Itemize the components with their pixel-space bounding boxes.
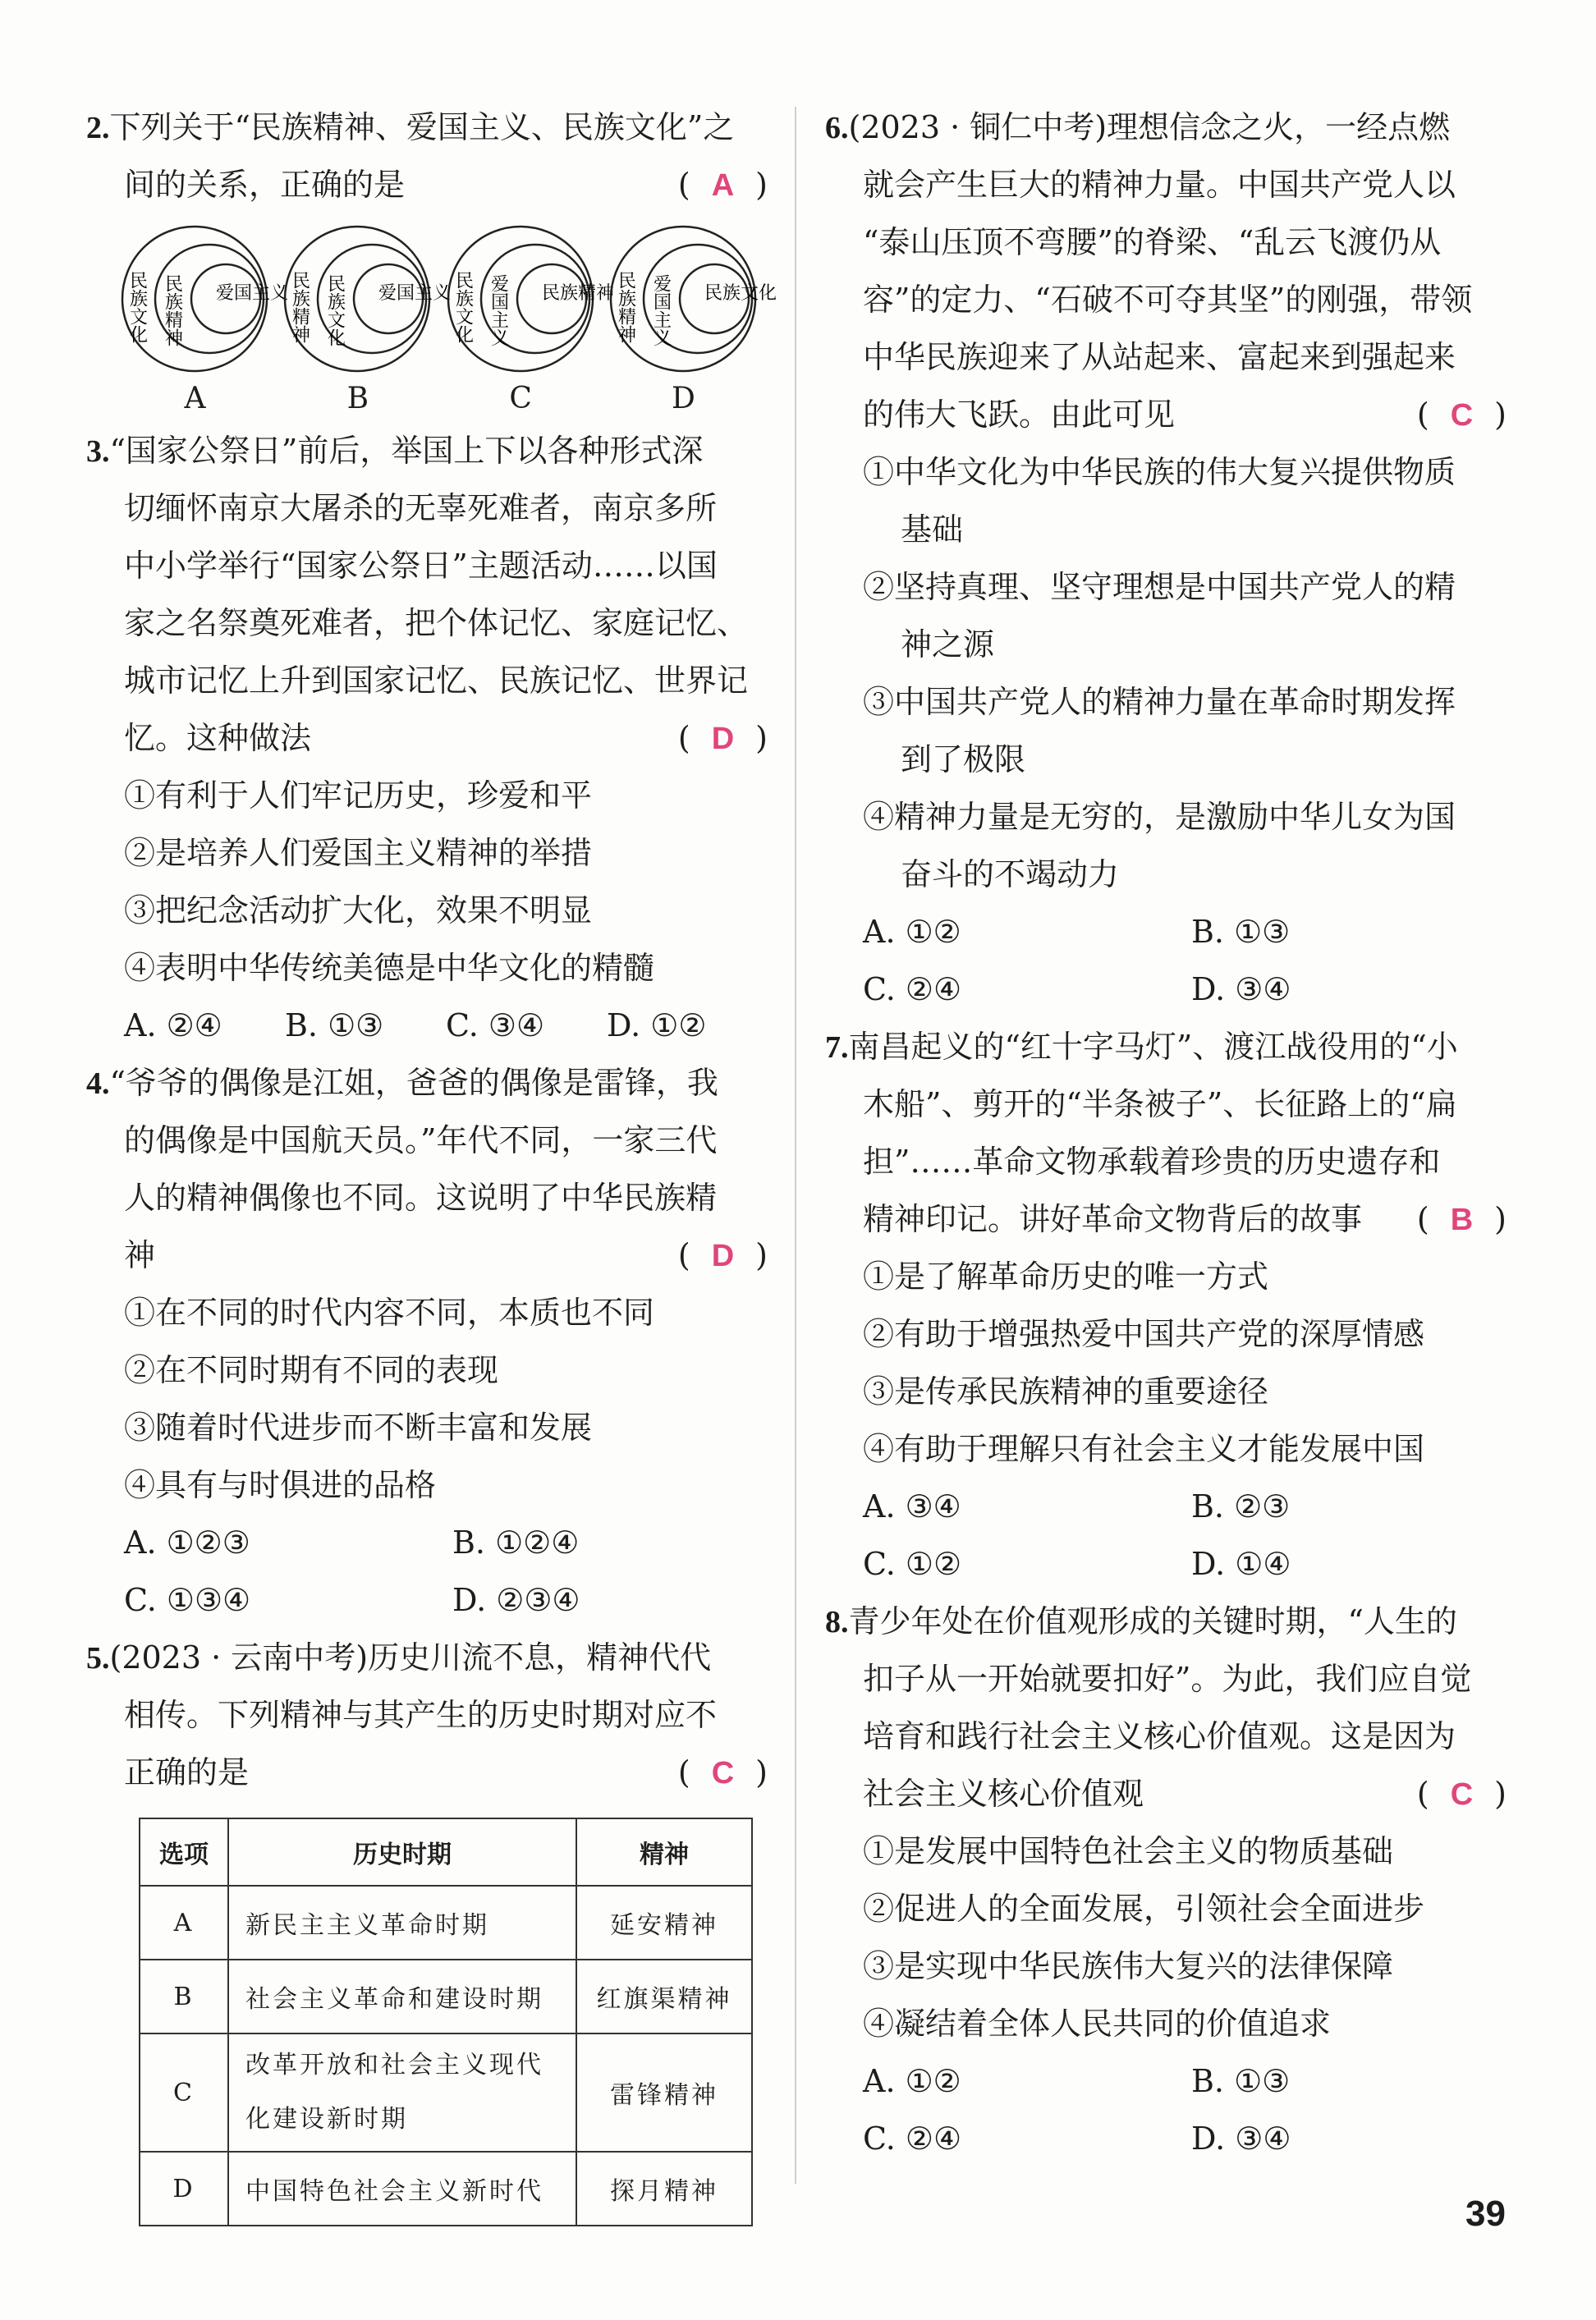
q8-choice-d: D. ③④ — [1191, 2121, 1291, 2157]
nested-circles-a — [119, 223, 289, 375]
q5-stem-line: 相传。下列精神与其产生的历史时期对应不 — [124, 1697, 718, 1733]
q6-stem-line: “泰山压顶不弯腰”的脊梁、“乱云飞渡仍从 — [863, 224, 1442, 260]
row-option: B — [140, 1960, 228, 2033]
q3-choice-d: D. ①② — [607, 1007, 707, 1043]
q4-option: ④具有与时俱进的品格 — [124, 1467, 437, 1503]
q7-answer: ( B ) — [1416, 1201, 1507, 1237]
q8-choice-c: C. ②④ — [863, 2121, 962, 2157]
q2-a-inner: 爱国主义 — [216, 283, 289, 304]
column-divider — [795, 107, 796, 2184]
q7-choice-b: B. ②③ — [1191, 1488, 1291, 1525]
row-option: D — [140, 2152, 228, 2226]
row-period: 中国特色社会主义新时代 — [228, 2152, 576, 2226]
q5-stem-line: 正确的是 ( C ) — [86, 1744, 768, 1801]
q4-choice-c: C. ①③④ — [124, 1582, 251, 1618]
q6-option: ①中华文化为中华民族的伟大复兴提供物质 — [863, 454, 1456, 490]
q4-stem-line: 的偶像是中国航天员。”年代不同，一家三代 — [124, 1122, 718, 1158]
q8-option: ③是实现中华民族伟大复兴的法律保障 — [863, 1948, 1394, 1984]
row-period: 社会主义革命和建设时期 — [228, 1960, 576, 2033]
question-7 — [825, 1018, 1507, 1593]
table-row — [140, 1960, 752, 2033]
row-option: C — [140, 2033, 228, 2152]
q2-c-outer: 民族文化 — [452, 271, 474, 343]
q5-stem-line: 5.(2023 · 云南中考)历史川流不息，精神代代 — [86, 1639, 712, 1676]
question-3 — [86, 422, 768, 1054]
row-spirit: 延安精神 — [576, 1886, 752, 1960]
q8-stem-line: 培育和践行社会主义核心价值观。这是因为 — [863, 1718, 1456, 1754]
q6-choice-a: A. ①② — [863, 914, 961, 950]
q8-stem-line: 扣子从一开始就要扣好”。为此，我们应自觉 — [863, 1661, 1472, 1697]
row-period: 改革开放和社会主义现代 化建设新时期 — [228, 2033, 576, 2152]
table-row — [140, 2152, 752, 2226]
q2-a-outer: 民族文化 — [126, 271, 148, 343]
q2-diagram-b — [282, 223, 452, 415]
q7-stem-line: 木船”、剪开的“半条被子”、长征路上的“扁 — [863, 1086, 1457, 1122]
q3-option: ②是培养人们爱国主义精神的举措 — [124, 835, 593, 871]
q6-option-cont: 神之源 — [901, 626, 995, 663]
q2-diagram-c-label: C — [509, 382, 532, 415]
table-row — [140, 1886, 752, 1960]
q2-diagram-c — [445, 223, 614, 415]
q8-choices-row-2 — [825, 2110, 1507, 2167]
q2-c-middle: 爱国主义 — [488, 274, 509, 346]
row-spirit: 红旗渠精神 — [576, 1960, 752, 2033]
q8-stem-line: 8.青少年处在价值观形成的关键时期，“人生的 — [825, 1603, 1457, 1639]
q4-stem-line: 4.“爷爷的偶像是江姐，爸爸的偶像是雷锋，我 — [86, 1065, 718, 1101]
q2-diagram-d-label: D — [672, 382, 695, 415]
row-period: 新民主主义革命时期 — [228, 1886, 576, 1960]
q6-stem-line: 的伟大飞跃。由此可见 ( C ) — [825, 386, 1507, 443]
q2-answer: ( A ) — [677, 167, 768, 203]
question-8 — [825, 1593, 1507, 2167]
q8-choice-a: A. ①② — [863, 2063, 961, 2099]
q7-option: ③是传承民族精神的重要途径 — [863, 1373, 1269, 1410]
q3-choices — [86, 997, 768, 1054]
q7-stem-line: 精神印记。讲好革命文物背后的故事 ( B ) — [825, 1190, 1507, 1248]
q7-choices-row-1 — [825, 1478, 1507, 1535]
question-5 — [86, 1629, 768, 2226]
q3-option: ①有利于人们牢记历史，珍爱和平 — [124, 777, 593, 814]
table-row — [140, 2033, 752, 2152]
q2-a-middle: 民族精神 — [162, 274, 183, 346]
q5-table — [139, 1818, 753, 2226]
q3-option: ④表明中华传统美德是中华文化的精髓 — [124, 950, 655, 986]
q6-choice-b: B. ①③ — [1191, 914, 1291, 950]
table-header-option: 选项 — [140, 1818, 228, 1886]
q4-answer: ( D ) — [677, 1237, 768, 1273]
table-header-row — [140, 1818, 752, 1886]
q6-option: ③中国共产党人的精神力量在革命时期发挥 — [863, 684, 1456, 720]
q2-number: 2. — [86, 111, 110, 145]
row-spirit: 雷锋精神 — [576, 2033, 752, 2152]
q7-option: ②有助于增强热爱中国共产党的深厚情感 — [863, 1316, 1425, 1352]
q6-choice-d: D. ③④ — [1191, 971, 1291, 1007]
q6-option: ②坚持真理、坚守理想是中国共产党人的精 — [863, 569, 1456, 605]
q3-stem-line: 家之名祭奠死难者，把个体记忆、家庭记忆、 — [124, 605, 749, 641]
q3-stem-line: 城市记忆上升到国家记忆、民族记忆、世界记 — [124, 663, 749, 699]
q6-answer: ( C ) — [1416, 397, 1507, 433]
table-header-period: 历史时期 — [228, 1818, 576, 1886]
q8-option: ②促进人的全面发展，引领社会全面进步 — [863, 1891, 1425, 1927]
q8-stem-line: 社会主义核心价值观 ( C ) — [825, 1765, 1507, 1823]
q2-diagram-a — [119, 223, 289, 415]
q3-choice-c: C. ③④ — [446, 1007, 545, 1043]
q2-c-inner: 民族精神 — [541, 283, 614, 304]
q7-choices-row-2 — [825, 1535, 1507, 1593]
q3-stem-line: 切缅怀南京大屠杀的无辜死难者，南京多所 — [124, 490, 718, 526]
left-column — [86, 99, 777, 2226]
q2-diagram-b-label: B — [346, 382, 369, 415]
row-spirit: 探月精神 — [576, 2152, 752, 2226]
q7-choice-a: A. ③④ — [863, 1488, 961, 1525]
q6-choices-row-2 — [825, 961, 1507, 1018]
q4-option: ③随着时代进步而不断丰富和发展 — [124, 1410, 593, 1446]
q4-choices-row-2 — [86, 1571, 768, 1629]
q4-choice-b: B. ①②④ — [452, 1525, 580, 1561]
nested-circles-d — [608, 223, 777, 375]
q2-diagram-a-label: A — [184, 382, 206, 415]
q4-option: ①在不同的时代内容不同，本质也不同 — [124, 1295, 655, 1331]
q2-b-middle: 民族文化 — [324, 274, 346, 346]
q2-d-inner: 民族文化 — [704, 283, 777, 304]
q6-stem-line: 中华民族迎来了从站起来、富起来到强起来 — [863, 339, 1456, 375]
right-column — [825, 99, 1507, 2167]
q3-option: ③把纪念活动扩大化，效果不明显 — [124, 892, 593, 928]
q8-option: ④凝结着全体人民共同的价值追求 — [863, 2006, 1332, 2042]
q2-diagram-d — [608, 223, 777, 415]
q6-choices-row-1 — [825, 903, 1507, 961]
q7-stem-line: 担”……革命文物承载着珍贵的历史遗存和 — [863, 1144, 1441, 1180]
q6-option-cont: 奋斗的不竭动力 — [901, 856, 1120, 892]
q8-answer: ( C ) — [1416, 1776, 1507, 1812]
row-option: A — [140, 1886, 228, 1960]
q2-b-inner: 爱国主义 — [378, 283, 452, 304]
q3-answer: ( D ) — [677, 720, 768, 756]
q6-option-cont: 基础 — [901, 511, 964, 548]
page-number: 39 — [1465, 2194, 1506, 2234]
q6-option-cont: 到了极限 — [901, 741, 1026, 777]
question-4 — [86, 1054, 768, 1629]
q4-choice-a: A. ①②③ — [124, 1525, 250, 1561]
q6-stem-line: 就会产生巨大的精神力量。中国共产党人以 — [863, 167, 1456, 203]
q7-option: ④有助于理解只有社会主义才能发展中国 — [863, 1431, 1425, 1467]
q4-stem-line: 神 ( D ) — [86, 1226, 768, 1284]
q2-d-middle: 爱国主义 — [650, 274, 672, 346]
q4-choices-row-1 — [86, 1514, 768, 1571]
q6-stem-line: 6.(2023 · 铜仁中考)理想信念之火，一经点燃 — [825, 109, 1451, 145]
q8-option: ①是发展中国特色社会主义的物质基础 — [863, 1833, 1394, 1869]
q8-choice-b: B. ①③ — [1191, 2063, 1291, 2099]
q3-choice-b: B. ①③ — [285, 1007, 384, 1043]
q3-choice-a: A. ②④ — [124, 1007, 222, 1043]
q5-answer: ( C ) — [677, 1754, 768, 1790]
q6-stem-line: 容”的定力、“石破不可夺其坚”的刚强，带领 — [863, 282, 1473, 318]
q8-choices-row-1 — [825, 2052, 1507, 2110]
q3-stem-line: 中小学举行“国家公祭日”主题活动……以国 — [124, 548, 718, 584]
q6-option: ④精神力量是无穷的，是激励中华儿女为国 — [863, 799, 1456, 835]
q4-choice-d: D. ②③④ — [452, 1582, 580, 1618]
q4-option: ②在不同时期有不同的表现 — [124, 1352, 499, 1388]
q3-stem-line: 3.“国家公祭日”前后，举国上下以各种形式深 — [86, 433, 704, 469]
q4-stem-line: 人的精神偶像也不同。这说明了中华民族精 — [124, 1180, 718, 1216]
q3-stem-line: 忆。这种做法 ( D ) — [86, 709, 768, 767]
q6-choice-c: C. ②④ — [863, 971, 962, 1007]
q2-b-outer: 民族精神 — [289, 271, 310, 343]
q7-stem-line: 7.南昌起义的“红十字马灯”、渡江战役用的“小 — [825, 1029, 1458, 1065]
q2-stem-line-1: 2.下列关于“民族精神、爱国主义、民族文化”之 — [86, 109, 735, 145]
question-2 — [86, 99, 777, 415]
q2-diagrams — [86, 223, 777, 415]
question-6 — [825, 99, 1507, 1018]
q7-choice-c: C. ①② — [863, 1546, 962, 1582]
q7-choice-d: D. ①④ — [1191, 1546, 1291, 1582]
q7-option: ①是了解革命历史的唯一方式 — [863, 1259, 1269, 1295]
table-header-spirit: 精神 — [576, 1818, 752, 1886]
nested-circles-c — [445, 223, 614, 375]
q2-stem-line-2: 间的关系，正确的是 ( A ) — [86, 156, 768, 213]
q2-d-outer: 民族精神 — [615, 271, 636, 343]
nested-circles-b — [282, 223, 452, 375]
